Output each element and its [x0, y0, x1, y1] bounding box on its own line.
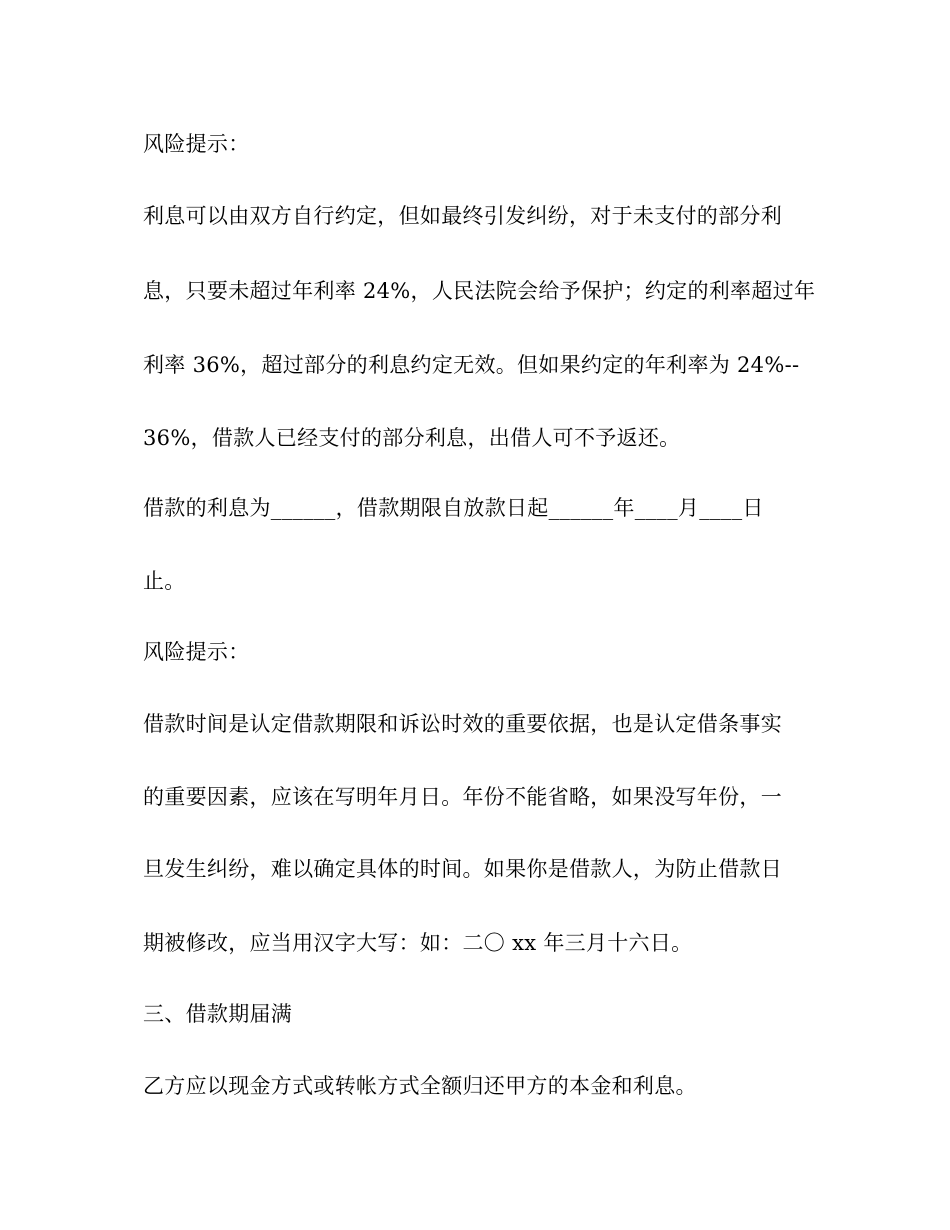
paragraph-line: 借款的利息为______，借款期限自放款日起______年____月____日 — [143, 496, 764, 520]
risk-heading-2: 风险提示： — [143, 640, 250, 664]
paragraph-line: 36%，借款人已经支付的部分利息，出借人可不予返还。 — [143, 426, 681, 450]
paragraph-line: 乙方应以现金方式或转帐方式全额归还甲方的本金和利息。 — [143, 1074, 697, 1098]
paragraph-line: 息，只要未超过年利率 24%，人民法院会给予保护；约定的利率超过年 — [143, 279, 816, 303]
paragraph-line: 的重要因素，应该在写明年月日。年份不能省略，如果没写年份，一 — [143, 785, 782, 809]
paragraph-line: 借款时间是认定借款期限和诉讼时效的重要依据，也是认定借条事实 — [143, 712, 782, 736]
paragraph-line: 旦发生纠纷，难以确定具体的时间。如果你是借款人，为防止借款日 — [143, 857, 782, 881]
paragraph-line: 止。 — [143, 569, 186, 593]
paragraph-line: 利率 36%，超过部分的利息约定无效。但如果约定的年利率为 24%-- — [143, 353, 800, 377]
section-heading: 三、借款期届满 — [143, 1002, 293, 1026]
paragraph-line: 利息可以由双方自行约定，但如最终引发纠纷，对于未支付的部分利 — [143, 204, 782, 228]
paragraph-line: 期被修改，应当用汉字大写：如：二〇 xx 年三月十六日。 — [143, 931, 693, 955]
risk-heading-1: 风险提示： — [143, 132, 250, 156]
